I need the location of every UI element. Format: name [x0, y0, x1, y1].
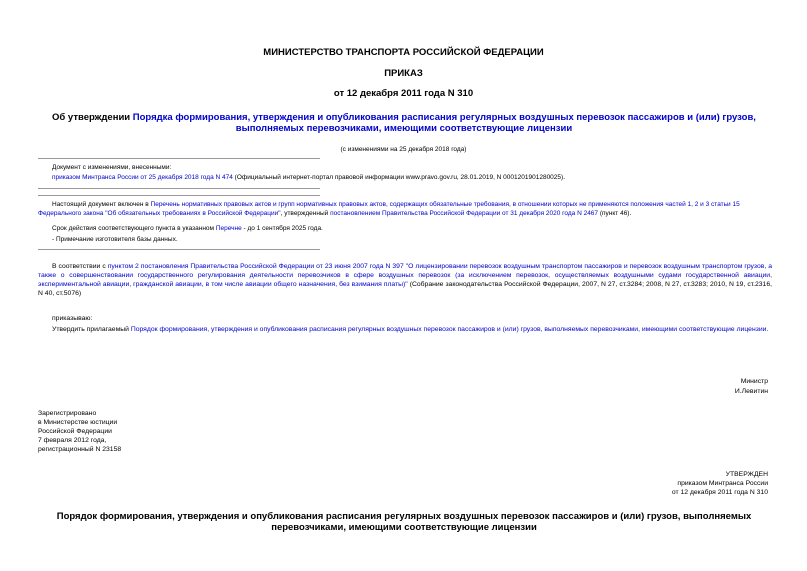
registration-line: 7 февраля 2012 года,: [38, 437, 107, 444]
approval-block: [672, 470, 768, 497]
amendments-line: [52, 173, 772, 182]
notice-text: (пункт 46).: [598, 210, 632, 217]
approve-paragraph: [38, 325, 772, 334]
changes-note: (с изменениями на 25 декабря 2018 года): [340, 146, 467, 153]
divider: [38, 188, 320, 189]
doc-type-heading: ПРИКАЗ: [384, 68, 423, 79]
approval-line: УТВЕРЖДЕН: [725, 471, 768, 478]
divider: [38, 249, 320, 250]
notice-text: Срок действия соответствующего пункта в указанном: [52, 225, 216, 232]
registration-block: [38, 409, 121, 454]
title-link[interactable]: Порядка формирования, утверждения и опубликования расписания регулярных воздушных перевозок пассажиров и (или) грузов, выполняемых перевозчиками, имеющими соответствующие лицензии: [132, 112, 756, 134]
doc-date-heading: от 12 декабря 2011 года N 310: [333, 88, 474, 99]
divider: [38, 195, 320, 196]
notice-paragraph-3: - Примечание изготовителя базы данных.: [52, 236, 178, 243]
preamble-text: (Собрание законодательства Российской Федерации, 2007, N 27, ст.3284; 2008, N 27, ст.3283; 2010, N 19, ст.2316, N 40, ст.5076): [38, 281, 772, 297]
title-prefix: Об утверждении: [52, 112, 133, 123]
approval-line: приказом Минтранса России: [677, 480, 768, 487]
notice-text: Настоящий документ включен в: [52, 201, 151, 208]
notice-text: - до 1 сентября 2025 года.: [241, 225, 323, 232]
punkt-2-link[interactable]: пунктом 2 постановления Правительства Российской Федерации от 23 июня 2007 года N 397 "О лицензировании перевозок воздушным транспортом пассажиров и перевозок воздушным транспортом грузов, а также о совершенствовании государственного регулирования деятельности перевозчиков в сфере воздушных перевозок (за исключением перевозок, осуществляемых воздушными судами государственной авиации, экспериментальной авиации, гражданской авиации, в том числе авиации общего назначения, без взимания платы)": [38, 263, 772, 288]
approval-line: от 12 декабря 2011 года N 310: [671, 489, 768, 496]
order-word: приказываю:: [52, 315, 93, 322]
registration-line: Российской Федерации: [38, 428, 112, 435]
amendment-details: (Официальный интернет-портал правовой информации www.pravo.gov.ru, 28.01.2019, N 0001201901280025).: [232, 174, 565, 181]
notice-paragraph-2: [52, 224, 772, 233]
notice-text: , утвержденный: [280, 210, 331, 217]
section-title: Порядок формирования, утверждения и опубликования расписания регулярных воздушных перевозок пассажиров и (или) грузов, выполняемых перевозчиками, имеющими соответствующие лицензии: [56, 511, 752, 533]
document-title: [36, 112, 772, 134]
poryadok-link[interactable]: Порядок формирования, утверждения и опубликования расписания регулярных воздушных перевозок пассажиров и (или) грузов, выполняемых перевозчиками, имеющими соответствующие лицензии: [130, 326, 767, 333]
perechen-link[interactable]: Перечень нормативных правовых актов и групп нормативных правовых актов, содержащих обязательные требования, в отношении которых не применяются положения частей 1, 2 и 3 статьи 15 Федерального закона "Об обязательных требованиях в Российской Федерации": [38, 201, 740, 217]
approve-text: Утвердить прилагаемый: [52, 326, 131, 333]
preamble-text: В соответствии с: [52, 263, 108, 270]
signature-name: И.Левитин: [734, 388, 768, 395]
amendment-link[interactable]: приказом Минтранса России от 25 декабря 2018 года N 474: [52, 174, 233, 181]
registration-line: регистрационный N 23158: [38, 446, 122, 453]
notice-paragraph-1: [38, 200, 772, 218]
divider: [38, 158, 320, 159]
signature-position: Министр: [740, 378, 768, 385]
perechen-short-link[interactable]: Перечне: [215, 225, 242, 232]
approve-text: .: [766, 326, 769, 333]
postanovlenie-link[interactable]: постановлением Правительства Российской Федерации от 31 декабря 2020 года N 2467: [330, 210, 599, 217]
amendments-intro: Документ с изменениями, внесенными:: [52, 164, 172, 171]
registration-line: Зарегистрировано: [38, 410, 97, 417]
registration-line: в Министерстве юстиции: [38, 419, 118, 426]
ministry-heading: МИНИСТЕРСТВО ТРАНСПОРТА РОССИЙСКОЙ ФЕДЕРАЦИИ: [263, 47, 544, 58]
preamble-paragraph: [38, 262, 772, 298]
